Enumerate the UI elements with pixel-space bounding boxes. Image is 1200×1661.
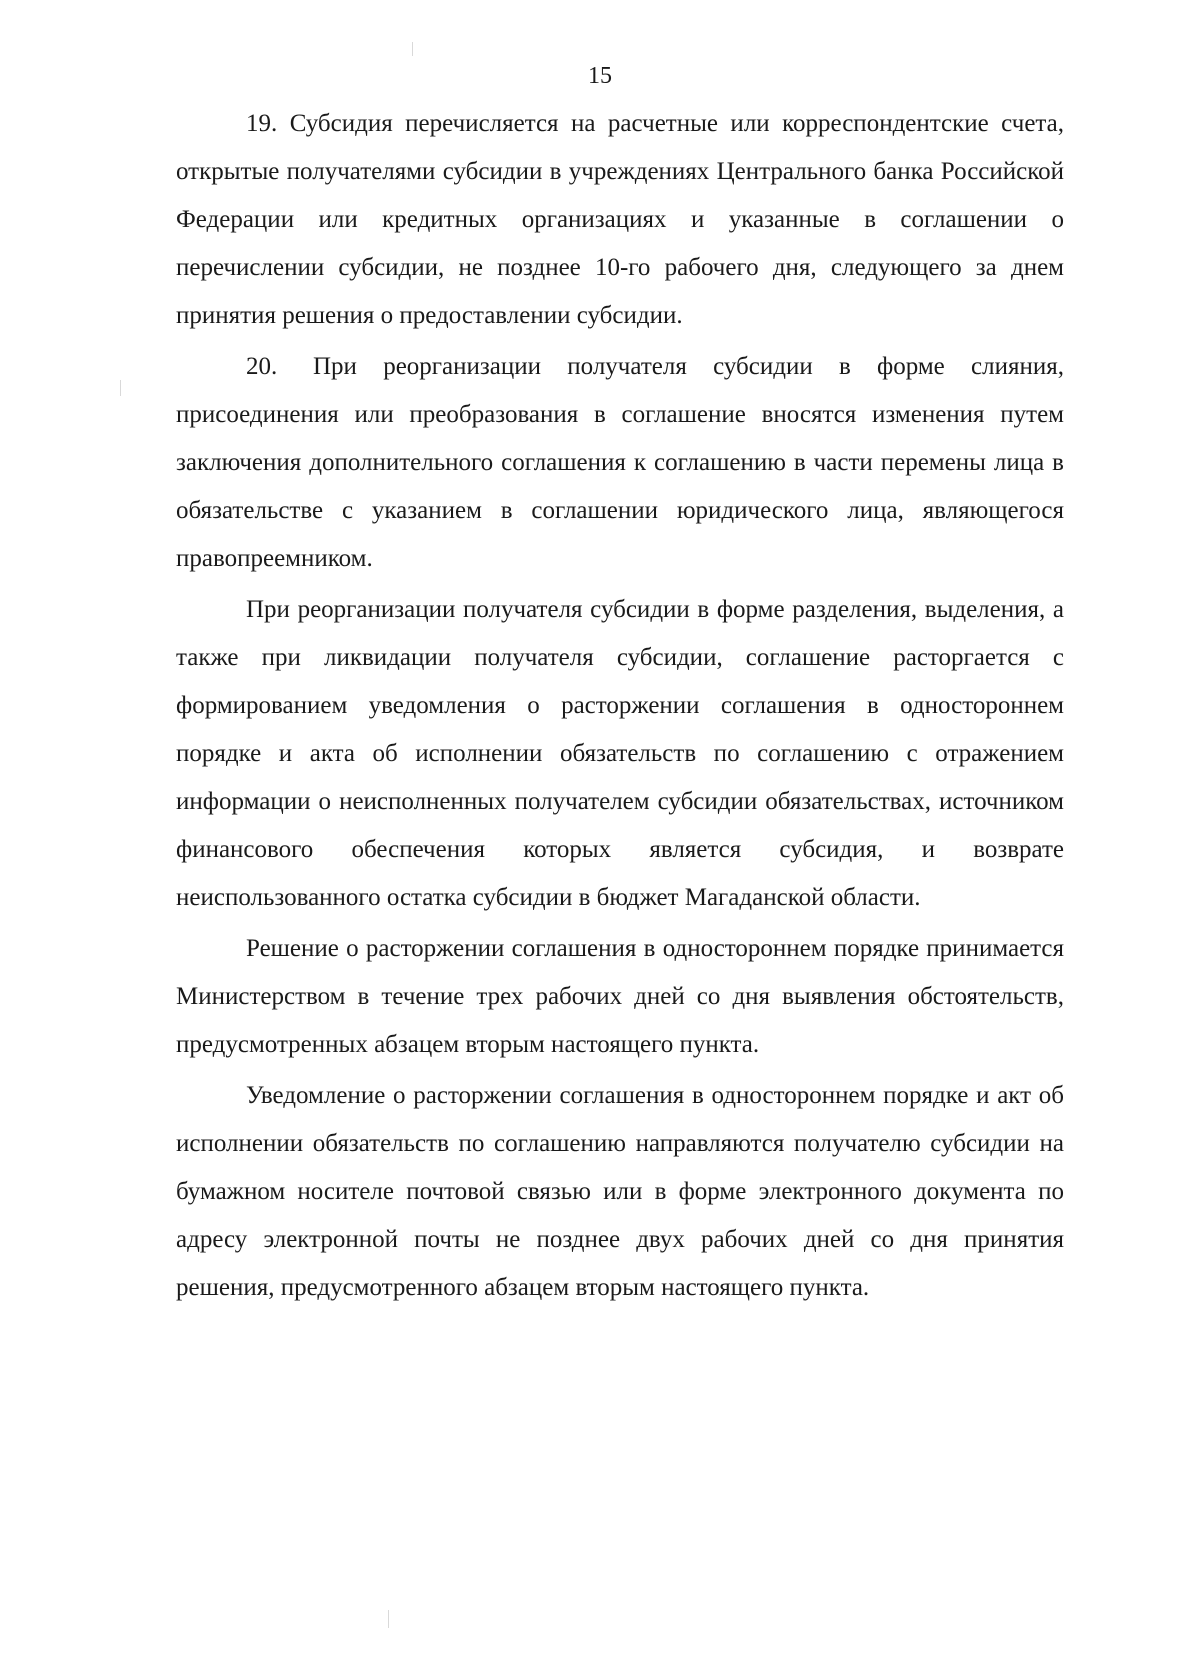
paragraph-20-text: При реорганизации получателя субсидии в форме слияния, присоединения или преобразования в соглашение вносятся изменения путем заключения дополнительного соглашения к соглашению в части перемены лица в обязательстве с указанием в соглашении юридического лица, являющегося правопреемником. xyxy=(176,353,1064,572)
paragraph-19-text: 19. Субсидия перечисляется на расчетные или корреспондентские счета, открытые получателями субсидии в учреждениях Центрального банка Российской Федерации или кредитных организациях и указанные в соглашении о перечислении субсидии, не позднее 10-го рабочего дня, следующего за днем принятия решения о предоставлении субсидии. xyxy=(176,110,1064,329)
scan-mark-left xyxy=(120,380,121,396)
paragraph-decision-text: Решение о расторжении соглашения в одностороннем порядке принимается Министерством в течение трех рабочих дней со дня выявления обстоятельств, предусмотренных абзацем вторым настоящего пункта. xyxy=(176,935,1064,1058)
document-body xyxy=(176,100,1064,1312)
paragraph-20 xyxy=(176,343,1064,583)
paragraph-decision xyxy=(176,925,1064,1069)
paragraph-reorganization xyxy=(176,586,1064,922)
scan-mark-bottom xyxy=(388,1610,389,1628)
paragraph-notification-text: Уведомление о расторжении соглашения в одностороннем порядке и акт об исполнении обязательств по соглашению направляются получателю субсидии на бумажном носителе почтовой связью или в форме электронного документа по адресу электронной почты не позднее двух рабочих дней со дня принятия решения, предусмотренного абзацем вторым настоящего пункта. xyxy=(176,1082,1064,1301)
paragraph-19 xyxy=(176,100,1064,340)
paragraph-reorganization-text: При реорганизации получателя субсидии в форме разделения, выделения, а также при ликвидации получателя субсидии, соглашение расторгается с формированием уведомления о расторжении соглашения в одностороннем порядке и акта об исполнении обязательств по соглашению с отражением информации о неисполненных получателем субсидии обязательствах, источником финансового обеспечения которых является субсидия, и возврате неиспользованного остатка субсидии в бюджет Магаданской области. xyxy=(176,596,1064,911)
paragraph-notification xyxy=(176,1072,1064,1312)
page-number: 15 xyxy=(588,63,612,89)
scan-mark-top xyxy=(412,42,413,56)
paragraph-20-number: 20. xyxy=(246,353,278,380)
